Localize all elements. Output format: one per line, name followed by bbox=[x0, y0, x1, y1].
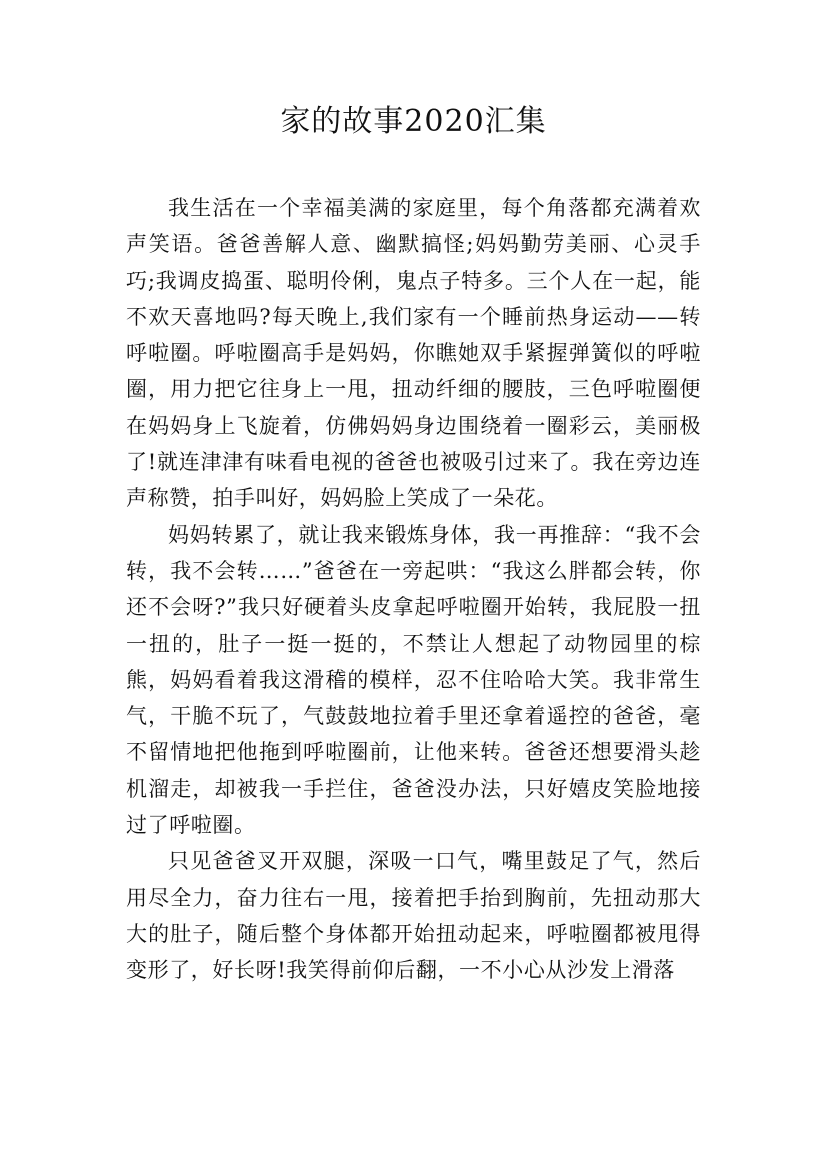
paragraph-1: 我生活在一个幸福美满的家庭里，每个角落都充满着欢声笑语。爸爸善解人意、幽默搞怪;妈妈勤劳美丽、心灵手巧;我调皮捣蛋、聪明伶俐，鬼点子特多。三个人在一起，能不欢天喜地吗?每天晚上,我们家有一个睡前热身运动——转呼啦圈。呼啦圈高手是妈妈，你瞧她双手紧握弹簧似的呼啦圈，用力把它往身上一甩，扭动纤细的腰肢，三色呼啦圈便在妈妈身上飞旋着，仿佛妈妈身边围绕着一圈彩云，美丽极了!就连津津有味看电视的爸爸也被吸引过来了。我在旁边连声称赞，拍手叫好，妈妈脸上笑成了一朵花。 bbox=[126, 196, 701, 511]
document-body bbox=[126, 190, 701, 989]
paragraph-2: 妈妈转累了，就让我来锻炼身体，我一再推辞：“我不会转，我不会转……”爸爸在一旁起哄：“我这么胖都会转，你还不会呀?”我只好硬着头皮拿起呼啦圈开始转，我屁股一扭一扭的，肚子一挺一挺的，不禁让人想起了动物园里的棕熊，妈妈看着我这滑稽的模样，忍不住哈哈大笑。我非常生气，干脆不玩了，气鼓鼓地拉着手里还拿着遥控的爸爸，毫不留情地把他拖到呼啦圈前，让他来转。爸爸还想要滑头趁机溜走，却被我一手拦住，爸爸没办法，只好嬉皮笑脸地接过了呼啦圈。 bbox=[126, 522, 701, 838]
paragraph-3: 只见爸爸叉开双腿，深吸一口气，嘴里鼓足了气，然后用尽全力，奋力往右一甩，接着把手抬到胸前，先扭动那大大的肚子，随后整个身体都开始扭动起来，呼啦圈都被甩得变形了，好长呀!我笑得前仰后翻，一不小心从沙发上滑落 bbox=[126, 849, 701, 983]
document-title: 家的故事2020汇集 bbox=[280, 104, 547, 139]
